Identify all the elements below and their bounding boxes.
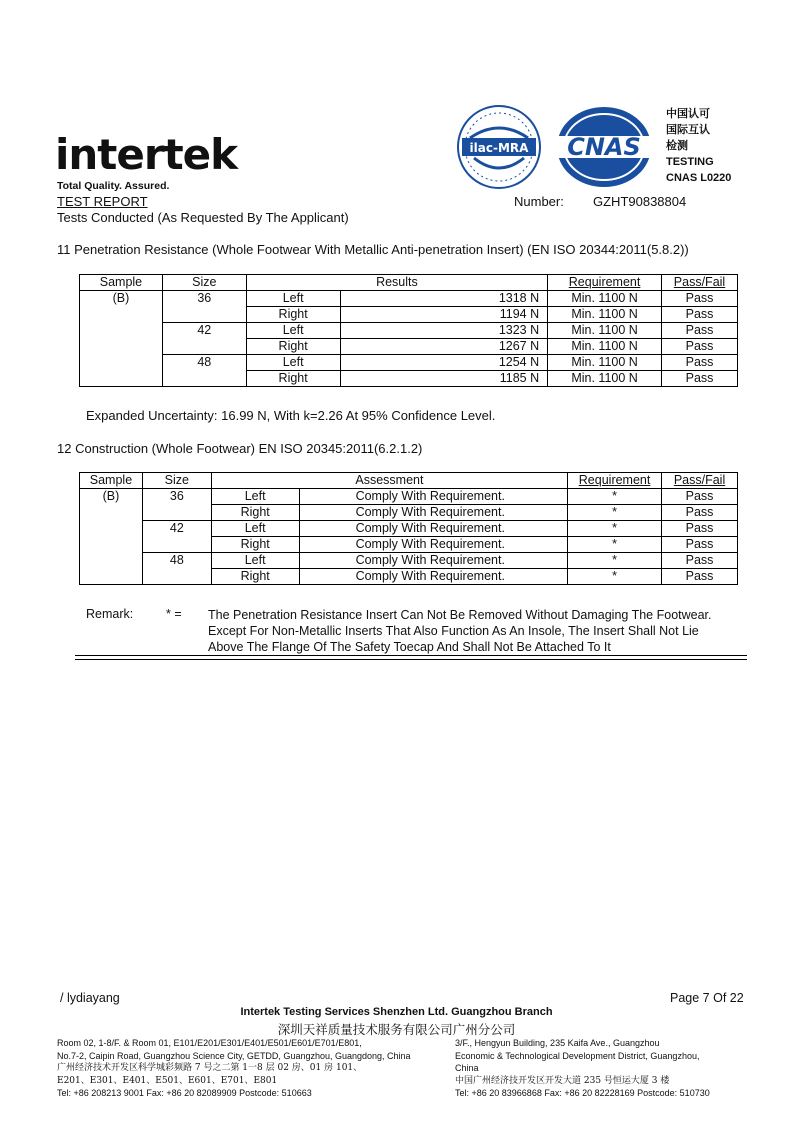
address-line: Room 02, 1-8/F. & Room 01, E101/E201/E301/E401/E501/E601/E701/E801, [57, 1038, 362, 1048]
side-cell: Left [211, 521, 299, 537]
side-cell: Left [211, 553, 299, 569]
result-cell: 1194 N [340, 307, 548, 323]
result-cell: 1185 N [340, 371, 548, 387]
header-size: Size [162, 275, 246, 291]
intertek-logo: intertek [55, 130, 238, 179]
address-line: China [455, 1063, 479, 1073]
requirement-cell: Min. 1100 N [548, 323, 662, 339]
pass-cell: Pass [662, 553, 738, 569]
remark-label: Remark: [86, 607, 134, 621]
sample-cell: (B) [80, 489, 143, 585]
header-pass-fail: Pass/Fail [662, 473, 738, 489]
cnas-line: 中国认可 [666, 107, 710, 120]
brand-tagline: Total Quality. Assured. [57, 180, 170, 192]
pass-cell: Pass [662, 291, 738, 307]
assessment-cell: Comply With Requirement. [299, 537, 568, 553]
assessment-cell: Comply With Requirement. [299, 521, 568, 537]
report-subtitle: Tests Conducted (As Requested By The Applicant) [57, 210, 349, 225]
penetration-results-table [79, 274, 738, 387]
result-cell: 1323 N [340, 323, 548, 339]
header-pass-fail: Pass/Fail [662, 275, 738, 291]
remark-text: The Penetration Resistance Insert Can Not Be Removed Without Damaging The Footwear. Except For Non-Metallic Inserts That Also Function As An Insole, The Insert Shall Not Lie Above The Flange Of The Safety Toecap And Shall Not Be Attached To It [208, 608, 712, 654]
header-requirement: Requirement [548, 275, 662, 291]
divider [75, 659, 747, 660]
address-line: 中国广州经济技开发区开发大道 235 号恒运大厦 3 楼 [455, 1075, 670, 1086]
table-row [80, 323, 738, 339]
address-line: Tel: +86 208213 9001 Fax: +86 20 82089909 Postcode: 510663 [57, 1088, 312, 1098]
requirement-cell: * [568, 489, 662, 505]
page-number: Page 7 Of 22 [670, 991, 744, 1005]
side-cell: Right [246, 371, 340, 387]
uncertainty-note: Expanded Uncertainty: 16.99 N, With k=2.26 At 95% Confidence Level. [86, 408, 496, 423]
header-assessment: Assessment [211, 473, 567, 489]
pass-cell: Pass [662, 489, 738, 505]
ilac-text: ilac-MRA [469, 141, 529, 155]
table-row [80, 553, 738, 569]
table-row [80, 291, 738, 307]
address-line: 广州经济技术开发区科学城彩频路 7 号之二第 1一8 层 02 房、01 房 101、 [57, 1063, 363, 1073]
header-sample: Sample [80, 275, 163, 291]
pass-cell: Pass [662, 505, 738, 521]
divider [75, 655, 747, 656]
table-header-row [80, 275, 738, 291]
requirement-cell: Min. 1100 N [548, 371, 662, 387]
company-name: Intertek Testing Services Shenzhen Ltd. Guangzhou Branch [240, 1006, 553, 1018]
address-line: E201、E301、E401、E501、E601、E701、E801 [57, 1075, 278, 1086]
requirement-cell: * [568, 537, 662, 553]
side-cell: Right [211, 505, 299, 521]
side-cell: Left [211, 489, 299, 505]
construction-results-table [79, 472, 738, 585]
size-cell: 42 [162, 323, 246, 355]
requirement-cell: Min. 1100 N [548, 339, 662, 355]
address-left [57, 1037, 447, 1100]
cnas-line: 检测 [666, 139, 688, 152]
size-cell: 36 [162, 291, 246, 323]
address-right [455, 1037, 755, 1100]
report-title: TEST REPORT [57, 194, 148, 209]
side-cell: Right [246, 339, 340, 355]
result-cell: 1318 N [340, 291, 548, 307]
side-cell: Left [246, 323, 340, 339]
size-cell: 48 [162, 355, 246, 387]
section-12-heading: 12 Construction (Whole Footwear) EN ISO 20345:2011(6.2.1.2) [57, 441, 423, 456]
table-row [80, 355, 738, 371]
table-row [80, 521, 738, 537]
pass-cell: Pass [662, 355, 738, 371]
side-cell: Right [211, 537, 299, 553]
header-sample: Sample [80, 473, 143, 489]
pass-cell: Pass [662, 307, 738, 323]
cnas-line: TESTING [666, 156, 714, 168]
cnas-accreditation-text [666, 106, 731, 186]
pass-cell: Pass [662, 569, 738, 585]
requirement-cell: * [568, 505, 662, 521]
pass-cell: Pass [662, 521, 738, 537]
size-cell: 36 [142, 489, 211, 521]
size-cell: 48 [142, 553, 211, 585]
requirement-cell: * [568, 521, 662, 537]
address-line: Tel: +86 20 83966868 Fax: +86 20 82228169 Postcode: 510730 [455, 1088, 710, 1098]
address-line: 3/F., Hengyun Building, 235 Kaifa Ave., Guangzhou [455, 1038, 660, 1048]
assessment-cell: Comply With Requirement. [299, 489, 568, 505]
size-cell: 42 [142, 521, 211, 553]
table-row [80, 489, 738, 505]
requirement-cell: * [568, 569, 662, 585]
table-header-row [80, 473, 738, 489]
header-results: Results [246, 275, 547, 291]
remark-symbol: * = [166, 607, 182, 621]
address-line: Economic & Technological Development District, Guangzhou, [455, 1050, 700, 1061]
pass-cell: Pass [662, 537, 738, 553]
pass-cell: Pass [662, 323, 738, 339]
side-cell: Left [246, 291, 340, 307]
requirement-cell: Min. 1100 N [548, 307, 662, 323]
requirement-cell: Min. 1100 N [548, 355, 662, 371]
result-cell: 1254 N [340, 355, 548, 371]
author-signature: / lydiayang [60, 991, 120, 1005]
header-requirement: Requirement [568, 473, 662, 489]
result-cell: 1267 N [340, 339, 548, 355]
header-size: Size [142, 473, 211, 489]
assessment-cell: Comply With Requirement. [299, 553, 568, 569]
cnas-line: CNAS L0220 [666, 172, 732, 184]
pass-cell: Pass [662, 371, 738, 387]
assessment-cell: Comply With Requirement. [299, 569, 568, 585]
assessment-cell: Comply With Requirement. [299, 505, 568, 521]
side-cell: Right [246, 307, 340, 323]
address-line: No.7-2, Caipin Road, Guangzhou Science City, GETDD, Guangzhou, Guangdong, China [57, 1050, 411, 1061]
sample-cell: (B) [80, 291, 163, 387]
requirement-cell: * [568, 553, 662, 569]
side-cell: Right [211, 569, 299, 585]
side-cell: Left [246, 355, 340, 371]
report-number-label: Number: [514, 194, 564, 209]
section-11-heading: 11 Penetration Resistance (Whole Footwear With Metallic Anti-penetration Insert) (EN ISO 20344:2011(5.8.2)) [57, 242, 689, 257]
company-name-cn: 深圳天祥质量技术服务有限公司广州分公司 [277, 1022, 516, 1037]
report-number-value: GZHT90838804 [593, 194, 687, 209]
cnas-text: CNAS [567, 133, 641, 161]
requirement-cell: Min. 1100 N [548, 291, 662, 307]
pass-cell: Pass [662, 339, 738, 355]
cnas-line: 国际互认 [666, 123, 710, 136]
